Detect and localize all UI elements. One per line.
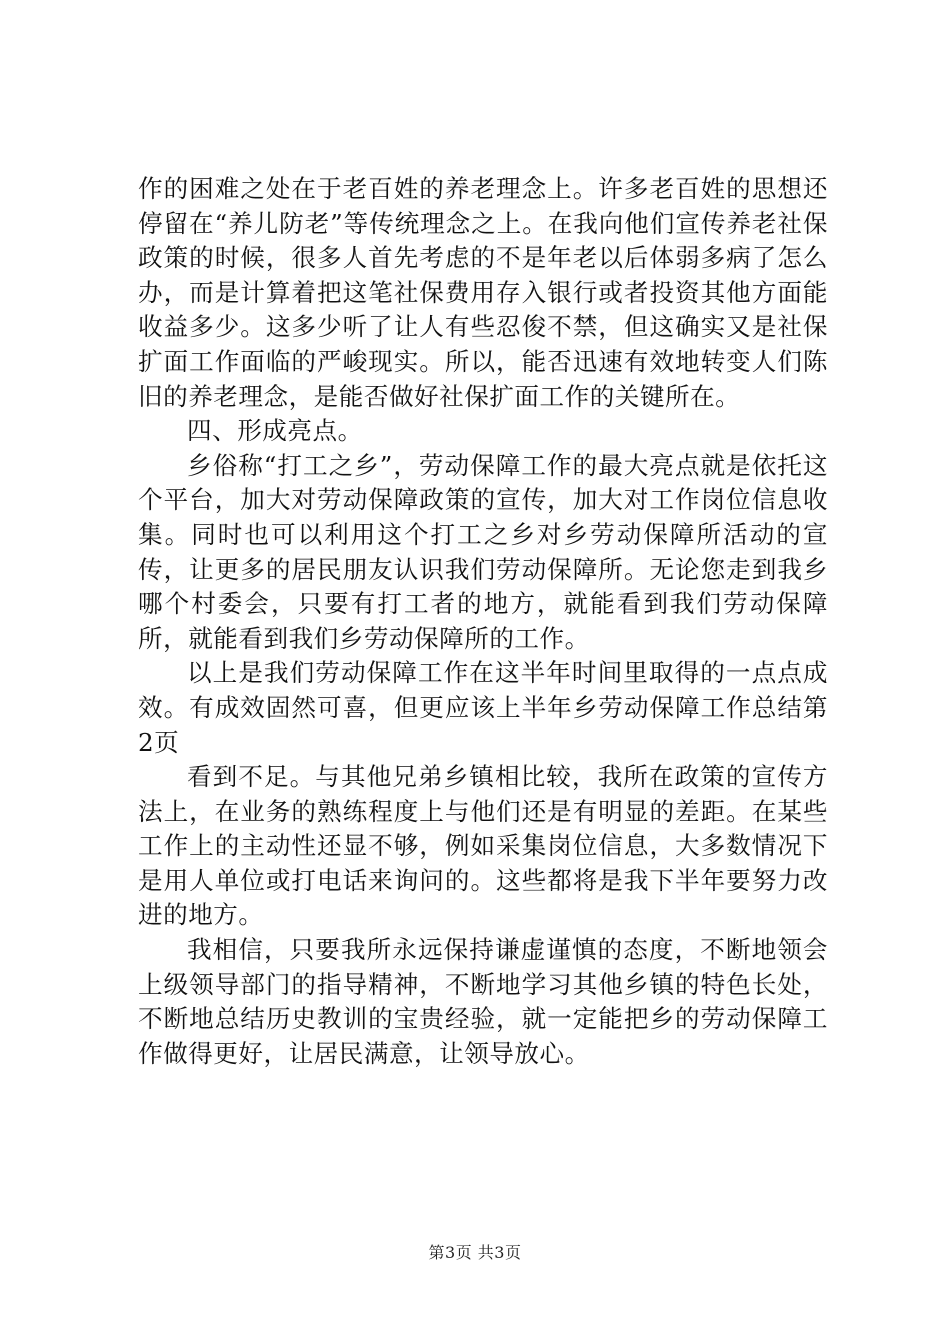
paragraph-continuation: 作的困难之处在于老百姓的养老理念上。许多老百姓的思想还停留在“养儿防老”等传统理念之上。在我向他们宣传养老社保政策的时候，很多人首先考虑的不是年老以后体弱多病了怎么办，而是计算着把这笔社保费用存入银行或者投资其他方面能收益多少。这多少听了让人有些忍俊不禁，但这确实又是社保扩面工作面临的严峻现实。所以，能否迅速有效地转变人们陈旧的养老理念，是能否做好社保扩面工作的关键所在。 <box>138 174 828 411</box>
section-heading: 四、形成亮点。 <box>187 416 363 446</box>
paragraph-achievements: 以上是我们劳动保障工作在这半年时间里取得的一点点成效。有成效固然可喜，但更应该上半年乡劳动保障工作总结第2页 <box>138 658 828 757</box>
paragraph-shortcomings: 看到不足。与其他兄弟乡镇相比较，我所在政策的宣传方法上，在业务的熟练程度上与他们还是有明显的差距。在某些工作上的主动性还显不够，例如采集岗位信息，大多数情况下是用人单位或打电话来询问的。这些都将是我下半年要努力改进的地方。 <box>138 762 828 930</box>
document-body <box>138 172 828 1071</box>
paragraph-highlights: 乡俗称“打工之乡”，劳动保障工作的最大亮点就是依托这个平台，加大对劳动保障政策的宣传，加大对工作岗位信息收集。同时也可以利用这个打工之乡对乡劳动保障所活动的宣传，让更多的居民朋友认识我们劳动保障所。无论您走到我乡哪个村委会，只要有打工者的地方，就能看到我们劳动保障所，就能看到我们乡劳动保障所的工作。 <box>138 450 828 653</box>
page-footer: 第3页 共3页 <box>428 1243 522 1262</box>
paragraph-conclusion: 我相信，只要我所永远保持谦虚谨慎的态度，不断地领会上级领导部门的指导精神，不断地学习其他乡镇的特色长处，不断地总结历史教训的宝贵经验，就一定能把乡的劳动保障工作做得更好，让居民满意，让领导放心。 <box>138 935 828 1068</box>
